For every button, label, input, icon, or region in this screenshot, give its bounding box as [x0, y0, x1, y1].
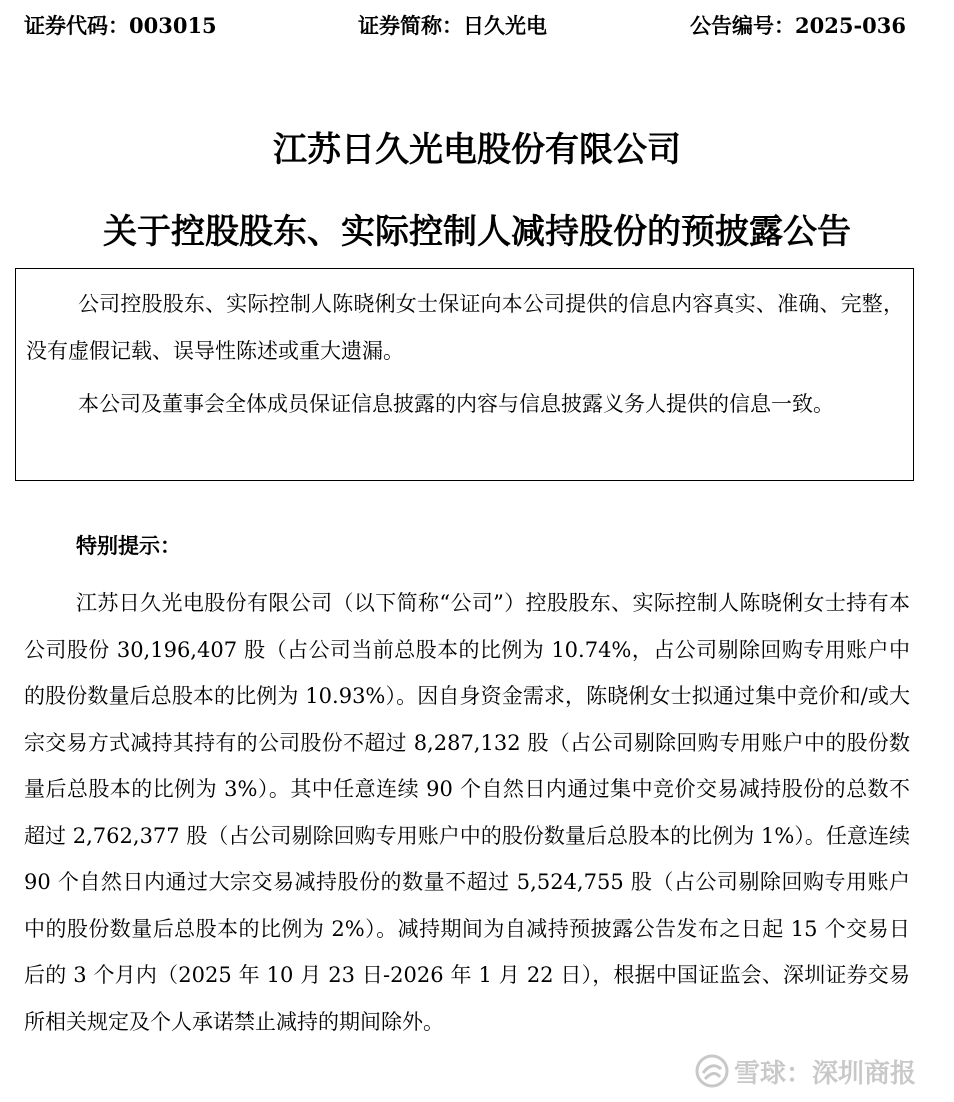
company-title: 江苏日久光电股份有限公司	[273, 130, 681, 170]
announcement-number: 公告编号：2025-036	[690, 13, 906, 38]
special-notice-heading: 特别提示：	[76, 533, 181, 558]
special-notice-body: 江苏日久光电股份有限公司（以下简称“公司”）控股股东、实际控制人陈晓俐女士持有本公司股份 30,196,407 股（占公司当前总股本的比例为 10.74%，占公司剔除回购专用账户中的股份数量后总股本的比例为 10.93%）。因自身资金需求，陈晓俐女士拟通过集中竞价和/或大宗交易方式减持其持有的公司股份不超过 8,287,132 股（占公司剔除回购专用账户中的股份数量后总股本的比例为 3%）。其中任意连续 90 个自然日内通过集中竞价交易减持股份的总数不超过 2,762,377 股（占公司剔除回购专用账户中的股份数量后总股本的比例为 1%）。任意连续 90 个自然日内通过大宗交易减持股份的数量不超过 5,524,755 股（占公司剔除回购专用账户中的股份数量后总股本的比例为 2%）。减持期间为自减持预披露公告发布之日起 15 个交易日后的 3 个月内（2025 年 10 月 23 日-2026 年 1 月 22 日），根据中国证监会、深圳证券交易所相关规定及个人承诺禁止减持的期间除外。	[24, 591, 910, 1034]
statement-paragraph-2: 本公司及董事会全体成员保证信息披露的内容与信息披露义务人提供的信息一致。	[78, 392, 834, 416]
watermark	[694, 1051, 916, 1091]
stock-code: 证券代码：003015	[24, 13, 217, 38]
stock-short-name: 证券简称：日久光电	[358, 13, 547, 38]
statement-box	[15, 268, 914, 481]
snowball-logo-icon	[694, 1053, 730, 1089]
watermark-text: 雪球：深圳商报	[734, 1058, 917, 1089]
statement-paragraph-1: 公司控股股东、实际控制人陈晓俐女士保证向本公司提供的信息内容真实、准确、完整，没有虚假记载、误导性陈述或重大遗漏。	[26, 292, 904, 363]
announcement-title: 关于控股股东、实际控制人减持股份的预披露公告	[103, 212, 851, 252]
